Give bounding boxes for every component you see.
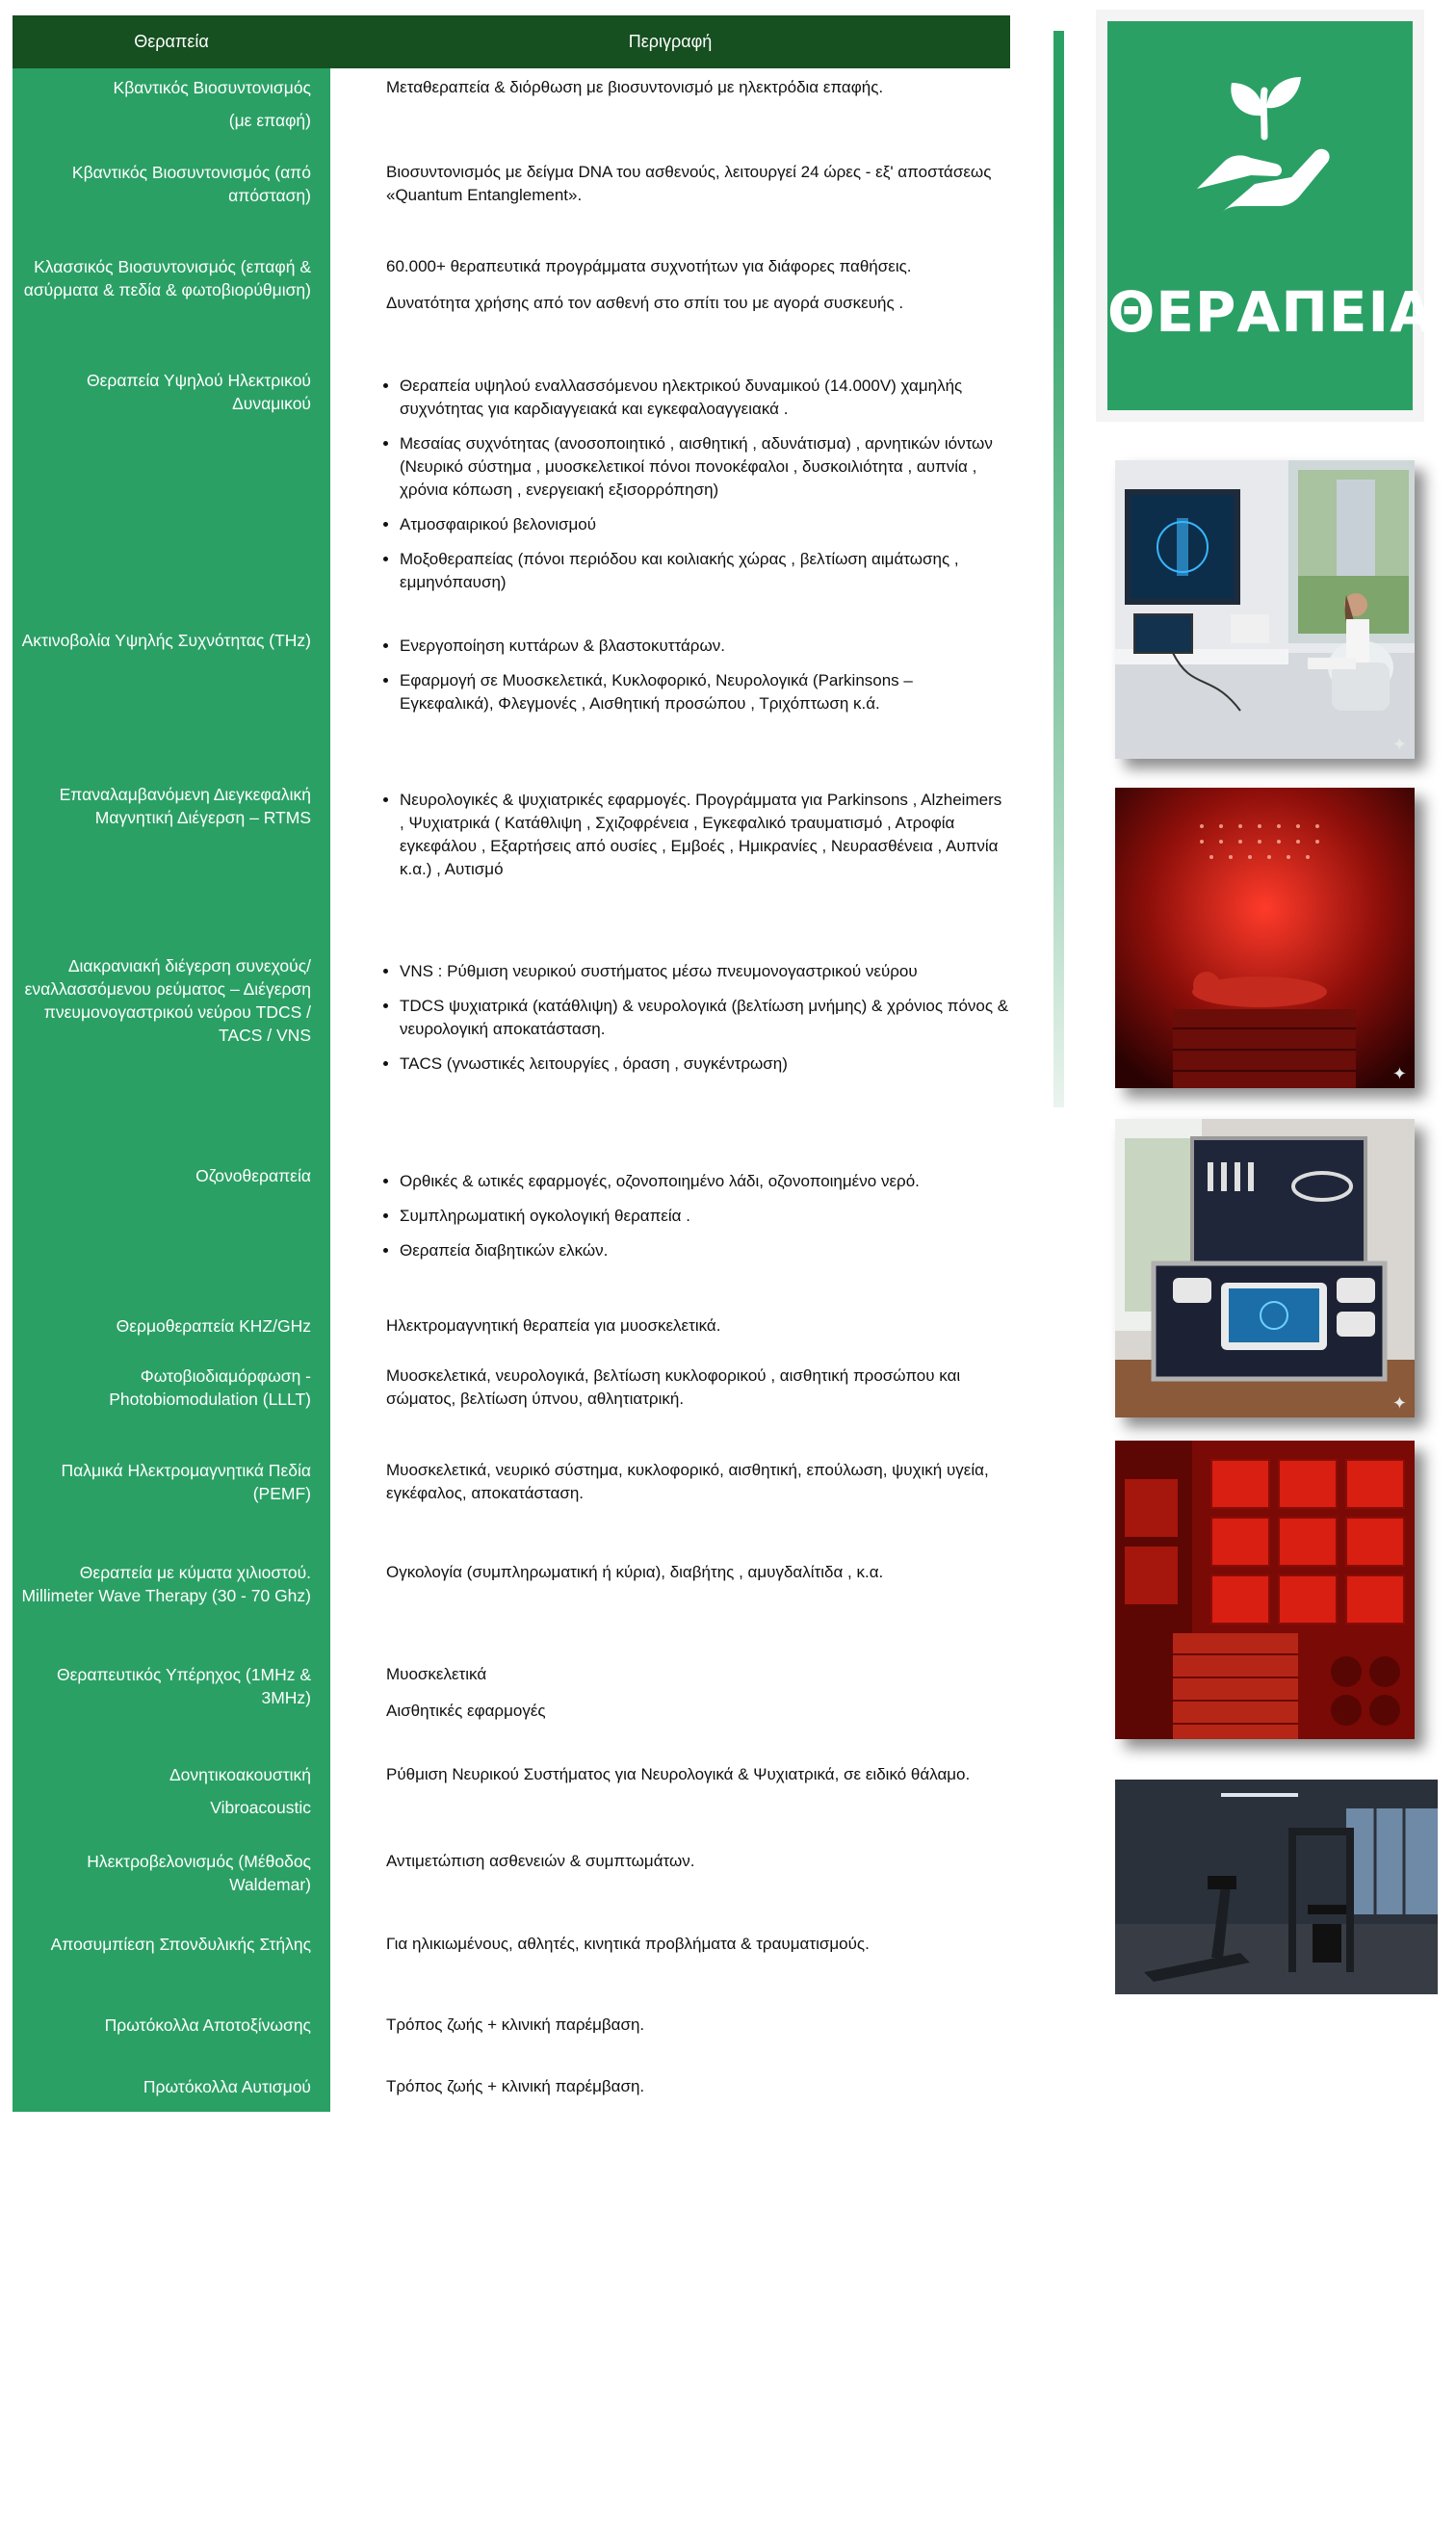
description-text: Ογκολογία (συμπληρωματική ή κύρια), διαβήτης , αμυγδαλίτιδα , κ.α. [386,1563,884,1581]
list-item: • VNS : Ρύθμιση νευρικού συστήματος μέσω πνευμονογαστρικού νεύρου [400,960,1010,983]
therapy-name-cell [13,1755,330,1842]
therapy-name: Θεραπεία με κύματα χιλιοστού. Millimeter Wave Therapy (30 - 70 Ghz) [21,1563,311,1605]
list-item: • Συμπληρωματική ογκολογική θεραπεία . [400,1205,1010,1228]
therapy-name: Οζονοθεραπεία [195,1166,311,1185]
description-text: Ηλεκτρομαγνητική θεραπεία για μυοσκελετικά. [386,1316,721,1335]
table-row [13,1357,1010,1451]
therapy-name: Φωτοβιοδιαμόρφωση - Photobiomodulation (LLLT) [109,1366,311,1409]
table-row [13,1553,1010,1655]
therapy-name: Κλασσικός Βιοσυντονισμός (επαφή & ασύρματα & πεδία & φωτοβιορύθμιση) [23,257,311,299]
therapy-name-cell [13,68,330,153]
description-text: Βιοσυντονισμός με δείγμα DNA του ασθενούς, λειτουργεί 24 ώρες - εξ' αποστάσεως «Quantum Entanglement». [386,163,992,204]
therapy-name-cell [13,775,330,947]
therapy-description-cell [330,1925,1010,2006]
table-row [13,247,1010,361]
therapy-description-cell [330,1357,1010,1451]
description-text: 60.000+ θεραπευτικά προγράμματα συχνοτήτων για διάφορες παθήσεις. [386,257,912,275]
therapy-name-cell [13,1157,330,1307]
therapy-description-cell [330,2006,1010,2067]
therapy-description-cell [330,2067,1010,2112]
list-item: • Εφαρμογή σε Μυοσκελετικά, Κυκλοφορικό, Νευρολογικά (Parkinsons – Εγκεφαλικά), Φλεγμονές , Αισθητική προσώπου , Τριχόπτωση κ.ά. [400,669,1010,715]
description-text: Δυνατότητα χρήσης από τον ασθενή στο σπίτι του με αγορά συσκευής . [386,294,904,312]
therapy-name: Κβαντικός Βιοσυντονισμός [113,78,311,97]
therapy-name: Παλμικά Ηλεκτρομαγνητικά Πεδία (PEMF) [61,1461,311,1503]
therapy-description-cell [330,947,1010,1157]
therapy-name: Πρωτόκολλα Αυτισμού [143,2077,311,2096]
description-text: Μυοσκελετικά, νευρικό σύστημα, κυκλοφορικό, αισθητική, επούλωση, ψυχική υγεία, εγκέφαλος, αποκατάσταση. [386,1461,989,1502]
description-text: Μυοσκελετικά [386,1665,487,1683]
therapy-description-cell [330,1157,1010,1307]
table-row [13,621,1010,775]
sparkle-icon: ✦ [1391,1393,1407,1413]
therapy-description-cell [330,775,1010,947]
table-row [13,68,1010,153]
therapy-name-cell [13,621,330,775]
therapy-name-cell [13,1357,330,1451]
description-text: Τρόπος ζωής + κλινική παρέμβαση. [386,2015,645,2034]
description-text: Ρύθμιση Νευρικού Συστήματος για Νευρολογικά & Ψυχιατρικά, σε ειδικό θάλαμο. [386,1765,971,1783]
description-text: Μυοσκελετικά, νευρολογικά, βελτίωση κυκλοφορικού , αισθητική προσώπου και σώματος, βελτίωση ύπνου, αθλητιατρική. [386,1366,961,1408]
therapy-description-cell [330,153,1010,247]
table-row [13,1925,1010,2006]
photo-gym-equipment [1115,1780,1438,1994]
therapy-table [13,15,1010,2112]
therapy-name-cell [13,1842,330,1925]
list-item: • Θεραπεία διαβητικών ελκών. [400,1239,1010,1262]
accent-bar [1053,31,1064,1107]
photo-monitor-therapy-room [1115,460,1415,759]
list-item: • Νευρολογικές & ψυχιατρικές εφαρμογές. Προγράμματα για Parkinsons , Alzheimers , Ψυχιατρικά ( Κατάθλιψη , Σχιζοφρένεια , Εγκεφαλικό τραυματισμό , Ατροφία εγκεφάλου , Εξαρτήσεις από ουσίες , Εμβοές , Ημικρανίες , Νευρασθένεια , Αυπνία κ.α.) , Αυτισμό [400,789,1010,881]
therapy-name-cell [13,153,330,247]
table-row [13,1755,1010,1842]
list-item: • Θεραπεία υψηλού εναλλασσόμενου ηλεκτρικού δυναμικού (14.000V) χαμηλής συχνότητας για καρδιαγγειακά και εγκεφαλοαγγειακά . [400,375,1010,421]
description-text: Τρόπος ζωής + κλινική παρέμβαση. [386,2077,645,2095]
list-item: • Μοξοθεραπείας (πόνοι περιόδου και κοιλιακής χώρας , βελτίωση αιμάτωσης , εμμηνόπαυση) [400,548,1010,594]
therapy-description-cell [330,1451,1010,1553]
table-row [13,1451,1010,1553]
list-item: • TDCS ψυχιατρικά (κατάθλιψη) & νευρολογικά (βελτίωση μνήμης) & χρόνιος πόνος & νευρολογική αποκατάσταση. [400,995,1010,1041]
therapy-name-cell [13,247,330,361]
table-row [13,947,1010,1157]
therapy-name: Αποσυμπίεση Σπονδυλικής Στήλης [50,1935,311,1954]
sparkle-icon: ✦ [1391,735,1407,754]
therapy-name: Θεραπευτικός Υπέρηχος (1MHz & 3MHz) [56,1665,311,1707]
description-text: Αισθητικές εφαρμογές [386,1702,546,1720]
therapy-name: Θεραπεία Υψηλού Ηλεκτρικού Δυναμικού [87,371,311,413]
logo-text: ΘΕΡΑΠΕΙΑ [1107,279,1434,345]
therapy-description-cell [330,361,1010,621]
therapy-description-cell [330,68,1010,153]
header-therapy: Θεραπεία [13,15,330,68]
description-list [367,1170,1010,1262]
therapy-description-cell [330,1307,1010,1357]
list-item: • TACS (γνωστικές λειτουργίες , όραση , συγκέντρωση) [400,1053,1010,1076]
therapy-name: Πρωτόκολλα Αποτοξίνωσης [104,2015,311,2035]
photo-red-light-bed [1115,788,1415,1088]
therapy-name-cell [13,1307,330,1357]
description-list [367,960,1010,1076]
sparkle-icon: ✦ [1391,1064,1407,1083]
table-row [13,1157,1010,1307]
description-text: Μεταθεραπεία & διόρθωση με βιοσυντονισμό με ηλεκτρόδια επαφής. [386,78,884,96]
table-row [13,153,1010,247]
therapy-name-cell [13,1655,330,1755]
therapy-name-cell [13,947,330,1157]
therapy-name: Ηλεκτροβελονισμός (Μέθοδος Waldemar) [87,1852,311,1894]
table-header-row [13,15,1010,68]
therapy-name-cell [13,361,330,621]
therapy-description-cell [330,1553,1010,1655]
photo-device-case [1115,1119,1415,1417]
table-row [13,1842,1010,1925]
table-row [13,2006,1010,2067]
list-item: • Ατμοσφαιρικού βελονισμού [400,513,1010,536]
table-row [13,1655,1010,1755]
description-list [367,635,1010,715]
description-list [367,375,1010,594]
photo-infrared-sauna [1115,1441,1415,1739]
list-item: • Ορθικές & ωτικές εφαρμογές, οζονοποιημένο λάδι, οζονοποιημένο νερό. [400,1170,1010,1193]
therapy-name: Vibroacoustic [210,1798,311,1817]
therapy-name: Θερμοθεραπεία KHZ/GHz [116,1316,311,1336]
description-list [367,789,1010,881]
list-item: • Ενεργοποίηση κυττάρων & βλαστοκυττάρων. [400,635,1010,658]
therapy-name-cell [13,1925,330,2006]
therapy-description-cell [330,247,1010,361]
header-description: Περιγραφή [330,15,1010,68]
logo-card [1107,21,1434,410]
table-row [13,1307,1010,1357]
therapy-name: Επαναλαμβανόμενη Διεγκεφαλική Μαγνητική Διέγερση – RTMS [59,785,311,827]
description-text: Αντιμετώπιση ασθενειών & συμπτωμάτων. [386,1852,695,1870]
therapy-name: Διακρανιακή διέγερση συνεχούς/εναλλασσόμενου ρεύματος – Διέγερση πνευμονογαστρικού νεύρου TDCS / TACS / VNS [24,956,311,1045]
therapy-name-cell [13,2006,330,2067]
therapy-description-cell [330,1655,1010,1755]
therapy-description-cell [330,1755,1010,1842]
therapy-name-cell [13,1451,330,1553]
table-row [13,2067,1010,2112]
therapy-name: Ακτινοβολία Υψηλής Συχνότητας (THz) [21,631,311,650]
therapy-name: (με επαφή) [228,111,311,130]
therapy-name-cell [13,2067,330,2112]
therapy-description-cell [330,1842,1010,1925]
description-text: Για ηλικιωμένους, αθλητές, κινητικά προβλήματα & τραυματισμούς. [386,1935,870,1953]
therapy-name: Δονητικοακουστική [169,1765,311,1784]
therapy-name-cell [13,1553,330,1655]
table-row [13,775,1010,947]
list-item: • Μεσαίας συχνότητας (ανοσοποιητικό , αισθητική , αδυνάτισμα) , αρνητικών ιόντων (Νευρικό σύστημα , μυοσκελετικοί πόνοι πονοκέφαλοι , δυσκοιλιότητα , αυπνία , χρόνια κόπωση , ενεργειακή εξισορρόπηση) [400,432,1010,502]
hand-holding-plant-icon [1187,73,1341,227]
therapy-name: Κβαντικός Βιοσυντονισμός (από απόσταση) [71,163,311,205]
table-row [13,361,1010,621]
therapy-description-cell [330,621,1010,775]
